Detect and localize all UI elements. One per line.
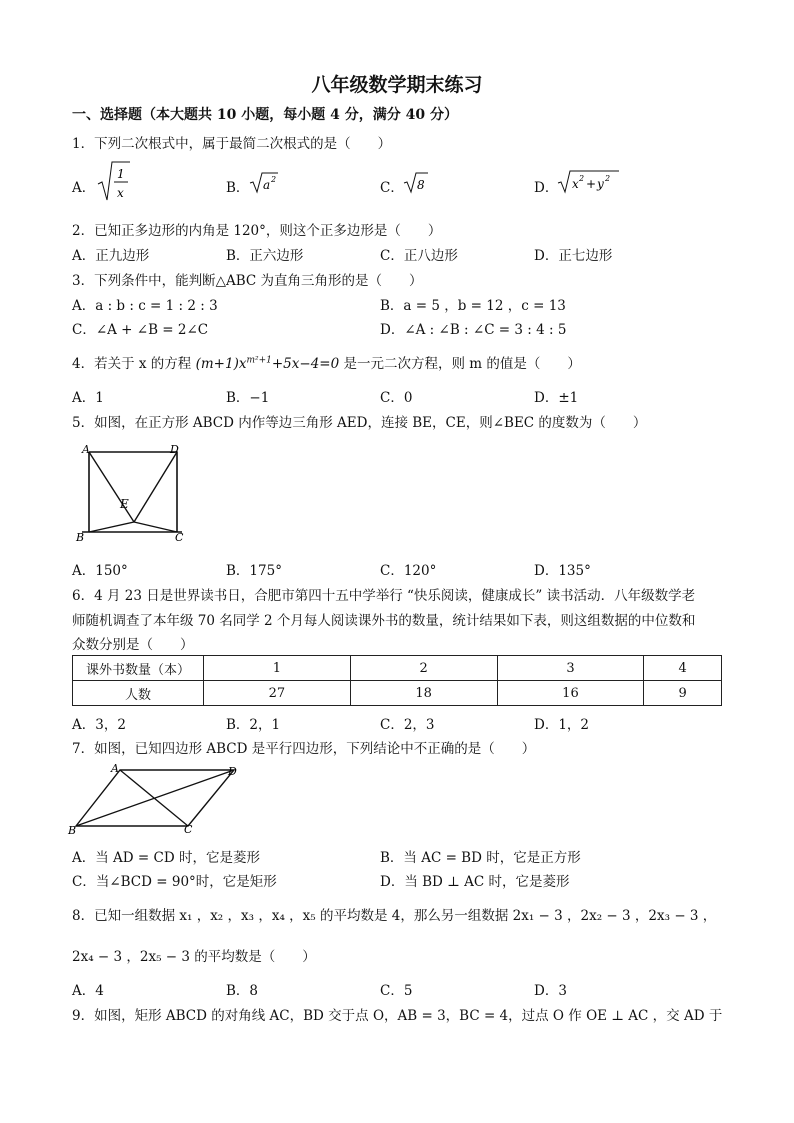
question-8-line-2: 2x₄ − 3 ，2x₅ − 3 的平均数是（ ） bbox=[72, 949, 316, 965]
table-cell: 3 bbox=[497, 656, 644, 681]
q2-option-d: D．正七边形 bbox=[534, 248, 613, 264]
svg-text:8: 8 bbox=[417, 178, 425, 192]
table-cell: 2 bbox=[350, 656, 497, 681]
question-2-stem: 2．已知正多边形的内角是 120°，则这个正多边形是（ ） bbox=[72, 223, 442, 239]
svg-text:1: 1 bbox=[117, 167, 125, 181]
q1-option-d-label: D． bbox=[534, 180, 559, 196]
section-heading: 一、选择题（本大题共 10 小题，每小题 4 分，满分 40 分） bbox=[72, 107, 458, 123]
q3-option-b: B．a = 5 ，b = 12 ，c = 13 bbox=[380, 298, 566, 314]
q5-label-b: B bbox=[76, 531, 85, 544]
q7-label-b: B bbox=[68, 824, 77, 837]
q7-option-d: D．当 BD ⊥ AC 时，它是菱形 bbox=[380, 874, 570, 890]
question-6-line-2: 师随机调查了本年级 70 名同学 2 个月每人阅读课外书的数量，统计结果如下表，则这组数据的中位数和 bbox=[72, 613, 696, 629]
table-cell: 18 bbox=[350, 681, 497, 706]
svg-text:a: a bbox=[263, 178, 271, 192]
q5-option-b: B．175° bbox=[226, 563, 282, 579]
q1-option-a bbox=[72, 176, 95, 196]
q7-option-a: A．当 AD = CD 时，它是菱形 bbox=[72, 850, 260, 866]
q4-equation: $(m+1)x^{m^2+1}+5x-4=0$ bbox=[195, 355, 340, 372]
svg-text:x: x bbox=[117, 186, 124, 200]
svg-text:2: 2 bbox=[579, 174, 585, 183]
q3-option-d: D．∠A : ∠B : ∠C = 3 : 4 : 5 bbox=[380, 322, 567, 338]
q1-option-c bbox=[380, 176, 404, 196]
q1-option-a-label: A． bbox=[72, 180, 96, 196]
q7-option-c: C．当∠BCD = 90°时，它是矩形 bbox=[72, 874, 277, 890]
q7-parallelogram-figure bbox=[66, 760, 246, 838]
svg-text:2: 2 bbox=[605, 174, 611, 183]
q5-label-e: E bbox=[120, 497, 129, 511]
svg-text:+: + bbox=[586, 177, 597, 191]
q2-option-b: B．正六边形 bbox=[226, 248, 304, 264]
question-7-stem: 7．如图，已知四边形 ABCD 是平行四边形，下列结论中不正确的是（ ） bbox=[72, 741, 536, 757]
q5-label-d: D bbox=[170, 443, 179, 456]
page-title: 八年级数学期末练习 bbox=[311, 74, 483, 96]
q1-option-a-formula bbox=[96, 158, 132, 204]
q1-option-c-formula bbox=[403, 168, 429, 194]
q6-data-table bbox=[72, 655, 722, 706]
question-9-line-1: 9．如图，矩形 ABCD 的对角线 AC，BD 交于点 O，AB = 3，BC = 4，过点 O 作 OE ⊥ AC ，交 AD 于 bbox=[72, 1008, 723, 1024]
q1-option-c-label: C． bbox=[380, 180, 404, 196]
question-3-stem: 3．下列条件中，能判断△ABC 为直角三角形的是（ ） bbox=[72, 273, 423, 289]
q4-option-a: A．1 bbox=[72, 390, 104, 406]
q6-option-b: B．2，1 bbox=[226, 717, 281, 733]
q7-label-d: D bbox=[228, 765, 237, 778]
svg-text:2: 2 bbox=[271, 175, 277, 184]
svg-text:x: x bbox=[572, 177, 579, 191]
q6-option-d: D．1，2 bbox=[534, 717, 590, 733]
question-6-line-1: 6．4 月 23 日是世界读书日，合肥市第四十五中学举行 “快乐阅读，健康成长” 读书活动．八年级数学老 bbox=[72, 588, 696, 604]
q4-option-d: D．±1 bbox=[534, 390, 579, 406]
question-1-stem: 1．下列二次根式中，属于最简二次根式的是（ ） bbox=[72, 136, 392, 152]
question-4-stem bbox=[72, 352, 581, 372]
svg-text:y: y bbox=[597, 177, 604, 191]
question-6-line-3: 众数分别是（ ） bbox=[72, 637, 194, 653]
question-8-line-1: 8．已知一组数据 x₁ ，x₂ ，x₃ ，x₄ ，x₅ 的平均数是 4，那么另一组数据 2x₁ − 3 ，2x₂ − 3 ，2x₃ − 3 ， bbox=[72, 908, 717, 924]
q4-option-b: B．−1 bbox=[226, 390, 270, 406]
table-cell: 27 bbox=[204, 681, 351, 706]
q5-square-figure bbox=[72, 440, 192, 546]
q6-option-c: C．2，3 bbox=[380, 717, 435, 733]
q3-option-a: A．a : b : c = 1 : 2 : 3 bbox=[72, 298, 218, 314]
question-5-stem: 5．如图，在正方形 ABCD 内作等边三角形 AED，连接 BE，CE，则∠BEC 的度数为（ ） bbox=[72, 415, 647, 431]
table-cell: 1 bbox=[204, 656, 351, 681]
q1-option-d bbox=[534, 176, 558, 196]
q7-label-a: A bbox=[111, 762, 119, 775]
table-row bbox=[73, 656, 722, 681]
q5-option-c: C．120° bbox=[380, 563, 437, 579]
q5-option-a: A．150° bbox=[72, 563, 128, 579]
q5-option-d: D．135° bbox=[534, 563, 591, 579]
table-cell: 人数 bbox=[73, 681, 204, 706]
q5-label-a: A bbox=[82, 443, 90, 456]
q1-option-d-formula bbox=[557, 166, 621, 194]
q2-option-a: A．正九边形 bbox=[72, 248, 150, 264]
q1-option-b-label: B． bbox=[226, 180, 250, 196]
table-cell: 4 bbox=[644, 656, 722, 681]
q5-label-c: C bbox=[175, 531, 184, 544]
q1-option-b-formula bbox=[249, 168, 279, 194]
q1-option-b bbox=[226, 176, 249, 196]
q8-option-c: C．5 bbox=[380, 983, 413, 999]
table-cell: 16 bbox=[497, 681, 644, 706]
q4-stem-start: 4．若关于 x 的方程 bbox=[72, 356, 192, 372]
q3-option-c: C．∠A + ∠B = 2∠C bbox=[72, 322, 209, 338]
table-cell: 课外书数量（本） bbox=[73, 656, 204, 681]
q8-option-d: D．3 bbox=[534, 983, 567, 999]
q6-option-a: A．3，2 bbox=[72, 717, 126, 733]
q4-stem-end: 是一元二次方程，则 m 的值是（ ） bbox=[343, 356, 581, 372]
table-row bbox=[73, 681, 722, 706]
q7-option-b: B．当 AC = BD 时，它是正方形 bbox=[380, 850, 581, 866]
q2-option-c: C．正八边形 bbox=[380, 248, 458, 264]
table-cell: 9 bbox=[644, 681, 722, 706]
q4-option-c: C．0 bbox=[380, 390, 413, 406]
q7-label-c: C bbox=[184, 823, 193, 836]
q8-option-a: A．4 bbox=[72, 983, 104, 999]
q8-option-b: B．8 bbox=[226, 983, 259, 999]
